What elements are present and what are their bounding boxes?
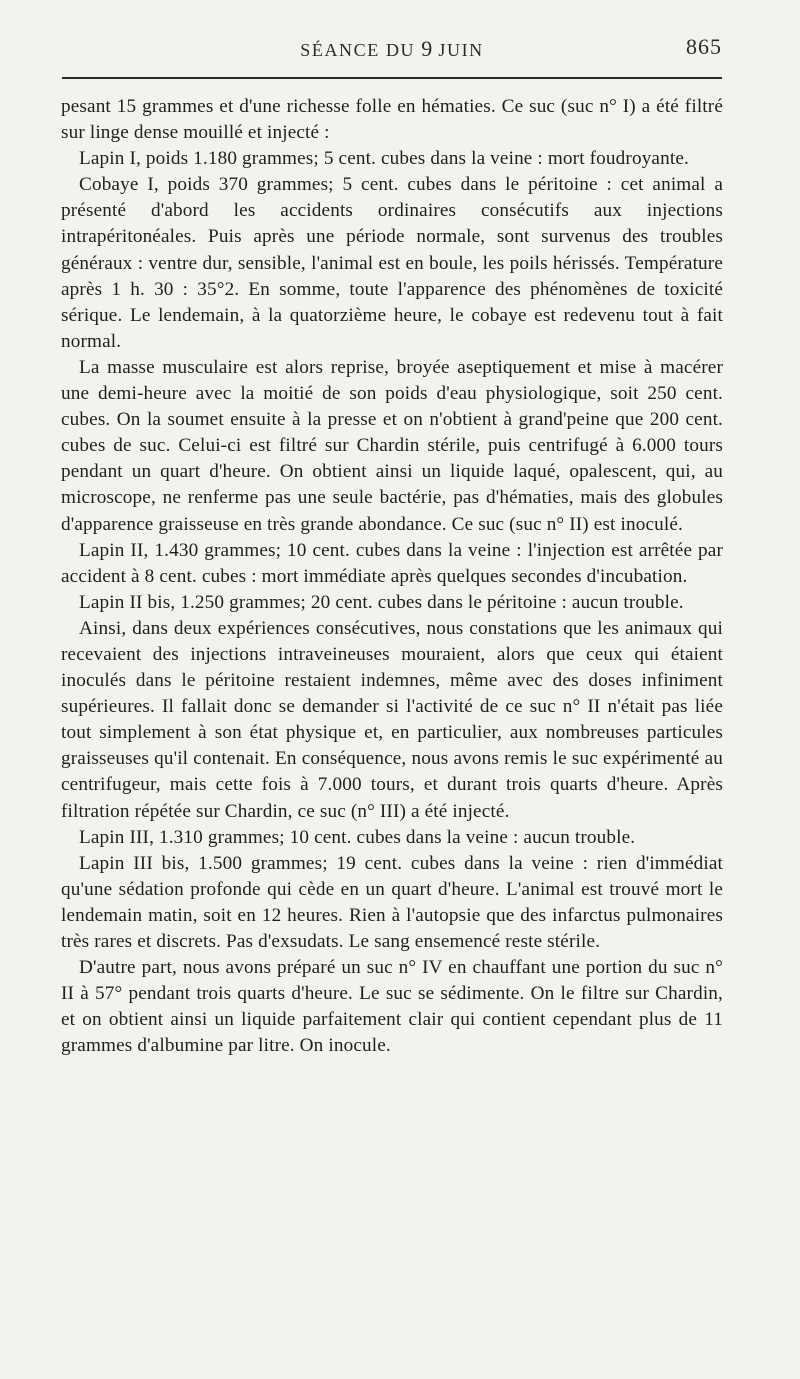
- paragraph-lapin-iii-bis: Lapin III bis, 1.500 grammes; 19 cent. cubes dans la veine : rien d'immédiat qu'une sédation profonde qui cède en un quart d'heure. L'animal est trouvé mort le lendemain matin, soit en 12 heures. Rien à l'autopsie que des infarctus pulmonaires très rares et discrets. Pas d'exsudats. Le sang ensemencé reste stérile.: [61, 852, 723, 952]
- paragraph-lapin-iii: Lapin III, 1.310 grammes; 10 cent. cubes dans la veine : aucun trouble.: [79, 826, 636, 848]
- paragraph-continued: pesant 15 grammes et d'une richesse folle en hématies. Ce suc (suc n° I) a été filtré sur linge dense mouillé et injecté :: [61, 96, 723, 144]
- running-title-text: SÉANCE DU: [300, 40, 416, 60]
- paragraph-suc-iv: D'autre part, nous avons préparé un suc n° IV en chauffant une portion du suc n° II à 57° pendant trois quarts d'heure. Le suc se sédimente. On le filtre sur Chardin, et on obtient ainsi un liquide parfaitement clair qui contient cependant plus de 11 grammes d'albumine par litre. On inocule.: [61, 957, 723, 1057]
- paragraph-cobaye-i: Cobaye I, poids 370 grammes; 5 cent. cubes dans le péritoine : cet animal a présenté d'abord les accidents ordinaires consécutifs aux injections intrapéritonéales. Puis après une période normale, sont survenus des troubles généraux : ventre dur, sensible, l'animal est en boule, les poils hérissés. Température après 1 h. 30 : 35°2. En somme, toute l'apparence des phénomènes de toxicité sérique. Le lendemain, à la quatorzième heure, le cobaye est redevenu tout à fait normal.: [61, 174, 723, 352]
- paragraph-lapin-ii-bis: Lapin II bis, 1.250 grammes; 20 cent. cubes dans le péritoine : aucun trouble.: [79, 591, 684, 613]
- header-rule: [62, 77, 722, 79]
- page-number: 865: [686, 34, 722, 59]
- session-date-number: 9: [421, 36, 433, 61]
- paragraph-masse-musculaire: La masse musculaire est alors reprise, broyée aseptiquement et mise à macérer une demi-heure avec la moitié de son poids d'eau physiologique, soit 250 cent. cubes. On la soumet ensuite à la presse et on n'obtient à grand'peine que 200 cent. cubes de suc. Celui-ci est filtré sur Chardin stérile, puis centrifugé à 6.000 tours pendant un quart d'heure. On obtient ainsi un liquide laqué, opalescent, qui, au microscope, ne renferme pas une seule bactérie, pas d'hématies, mais des globules d'apparence graisseuse en très grande abondance. Ce suc (suc n° II) est inoculé.: [61, 356, 723, 535]
- running-title: [62, 36, 722, 62]
- page-header: [62, 32, 722, 66]
- paragraph-ainsi: Ainsi, dans deux expériences consécutives, nous constations que les animaux qui recevaient des injections intraveineuses mouraient, alors que ceux qui étaient inoculés dans le péritoine restaient indemnes, même avec des doses infiniment supérieures. Il fallait donc se demander si l'activité de ce suc n° II n'était pas liée tout simplement à son état physique et, en particulier, aux nombreuses particules graisseuses qu'il contenait. En conséquence, nous avons remis le suc expérimenté au centrifugeur, mais cette fois à 7.000 tours, et durant trois quarts d'heure. Après filtration répétée sur Chardin, ce suc (n° III) a été injecté.: [61, 617, 723, 822]
- paragraph-lapin-ii: Lapin II, 1.430 grammes; 10 cent. cubes dans la veine : l'injection est arrêtée par accident à 8 cent. cubes : mort immédiate après quelques secondes d'incubation.: [61, 539, 723, 587]
- paragraph-lapin-i: Lapin I, poids 1.180 grammes; 5 cent. cubes dans la veine : mort foudroyante.: [79, 148, 689, 170]
- body-text: [61, 94, 723, 1059]
- session-month: JUIN: [438, 40, 484, 60]
